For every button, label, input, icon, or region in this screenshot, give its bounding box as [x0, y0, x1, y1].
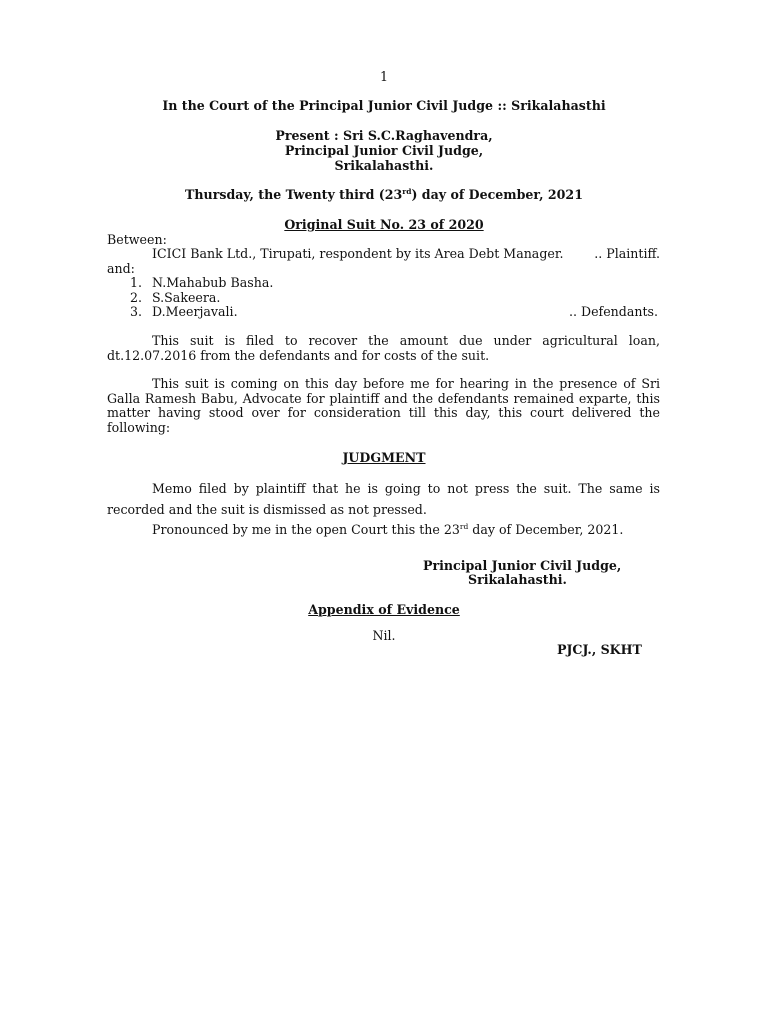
hearing-date-after: ) day of December, 2021	[411, 187, 583, 202]
pronouncement-line	[152, 523, 623, 538]
hearing-date-before: Thursday, the Twenty third (23	[185, 187, 403, 202]
presiding-officer-line: Present : Sri S.C.Raghavendra,	[275, 128, 493, 143]
hearing-date-ordinal: rd	[402, 187, 412, 196]
judgment-paragraph: Memo filed by plaintiff that he is going to not press the suit. The same is recorded and the suit is dismissed as not pressed.	[107, 481, 660, 517]
defendant-number: 3.	[130, 304, 143, 319]
defendant-name: D.Meerjavali.	[152, 304, 238, 319]
page-number: 1	[379, 69, 388, 84]
appendix-heading: Appendix of Evidence	[308, 602, 460, 617]
and-label: and:	[107, 261, 135, 276]
plaintiff-description: ICICI Bank Ltd., Tirupati, respondent by its Area Debt Manager.	[152, 246, 564, 261]
court-heading: In the Court of the Principal Junior Civil Judge :: Srikalahasthi	[162, 98, 606, 113]
pronouncement-before: Pronounced by me in the open Court this the 23	[152, 522, 460, 537]
plaintiff-tag: .. Plaintiff.	[594, 246, 660, 261]
hearing-date	[0, 188, 768, 203]
paragraph-hearing: This suit is coming on this day before me for hearing in the presence of Sri Galla Ramesh Babu, Advocate for plaintiff and the defendants remained exparte, this matter having stood over for consideration till this day, this court delivered the following:	[107, 376, 660, 435]
pronouncement-ordinal: rd	[459, 522, 469, 531]
signature-place: Srikalahasthi.	[468, 572, 567, 587]
defendants-tag: .. Defendants.	[569, 304, 658, 319]
signature-designation: Principal Junior Civil Judge,	[423, 558, 622, 573]
presiding-officer-designation: Principal Junior Civil Judge,	[284, 143, 484, 158]
judgment-heading: JUDGMENT	[342, 450, 426, 465]
defendant-number: 2.	[130, 290, 143, 305]
suit-title: Original Suit No. 23 of 2020	[284, 217, 484, 232]
defendant-name: N.Mahabub Basha.	[152, 275, 274, 290]
footer-initials: PJCJ., SKHT	[557, 642, 642, 657]
between-label: Between:	[107, 232, 167, 247]
presiding-officer-place: Srikalahasthi.	[334, 158, 434, 173]
pronouncement-after: day of December, 2021.	[468, 522, 624, 537]
defendant-number: 1.	[130, 275, 143, 290]
appendix-value: Nil.	[372, 628, 396, 643]
paragraph-suit-purpose: This suit is filed to recover the amount due under agricultural loan, dt.12.07.2016 from the defendants and for costs of the suit.	[107, 333, 660, 363]
defendant-name: S.Sakeera.	[152, 290, 221, 305]
